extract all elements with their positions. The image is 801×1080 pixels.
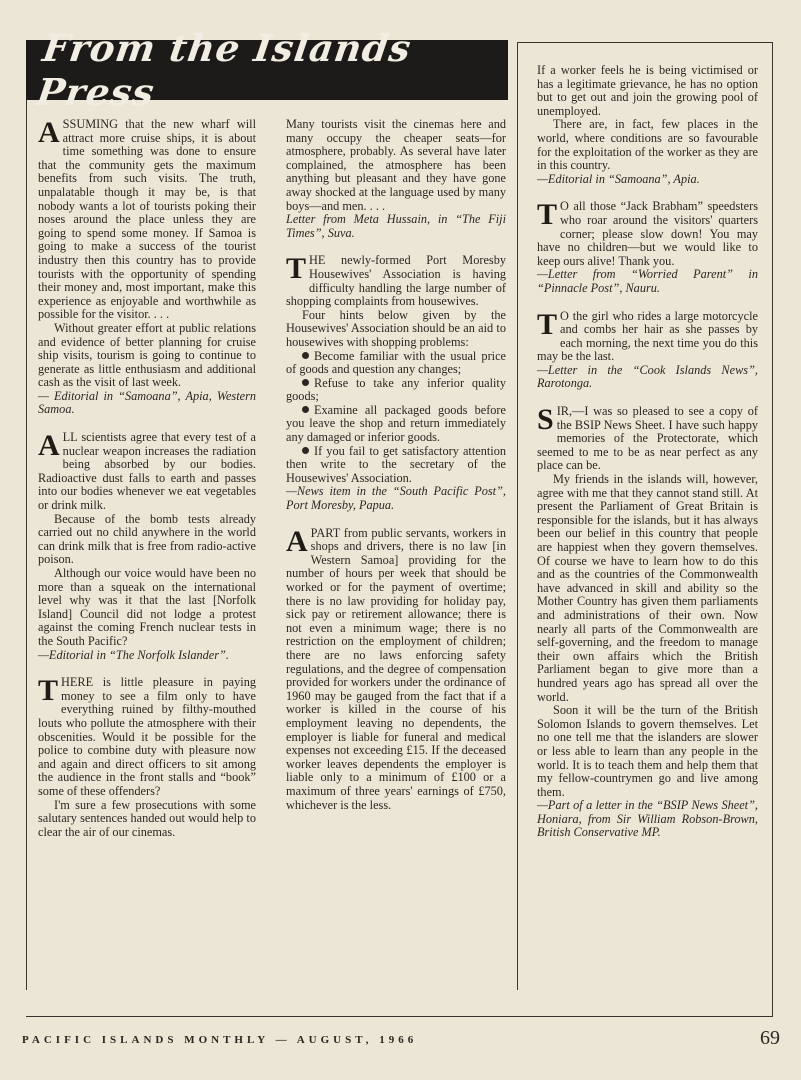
article-lead <box>286 118 506 213</box>
article-lead <box>38 431 256 513</box>
article-lead <box>537 405 758 473</box>
article-text: If a worker feels he is being victimised or has a legitimate grievance, he has no option but to get out and join the growing pool of unemployed. <box>537 63 758 118</box>
bullet-text: Refuse to take any inferior quality goods; <box>286 375 506 404</box>
article-text: HE newly-formed Port Moresby Housewives' Association is having difficulty handling the large number of shopping complaints from housewives. <box>286 253 506 309</box>
drop-cap: T <box>537 307 558 341</box>
article-paragraph: Although our voice would have been no more than a squeak on the international level why was it that the last [Norfolk Island] Council did not lodge a protest against the coming French nuclear tests in the South Pacific? <box>38 566 256 648</box>
bullet-item <box>286 404 506 445</box>
column-1 <box>38 118 256 853</box>
article-item <box>537 405 758 840</box>
drop-cap: S <box>537 403 554 437</box>
source-attribution: —Letter from “Worried Parent” in “Pinnacle Post”, Nauru. <box>537 267 758 295</box>
article-lead <box>537 64 758 118</box>
article-item <box>38 431 256 662</box>
article-item <box>286 118 506 240</box>
source-attribution: —News item in the “South Pacific Post”, Port Moresby, Papua. <box>286 484 506 513</box>
source-attribution: —Letter in the “Cook Islands News”, Rarotonga. <box>537 362 758 391</box>
article-item <box>537 200 758 295</box>
source-attribution: —Editorial in “Samoana”, Apia. <box>537 171 700 186</box>
article-lead <box>286 524 506 812</box>
drop-cap: A <box>38 116 60 149</box>
drop-cap: A <box>286 524 308 558</box>
article-text: O the girl who rides a large motorcycle and combs her hair as she passes by each morning, the next time you do this may be the last. <box>537 308 758 364</box>
article-paragraph: Without greater effort at public relations and evidence of better planning for cruise ship visits, tourism is going to continue to generate as little enthusiasm and additional cash as the visit of last week. <box>38 320 256 390</box>
article-paragraph: Because of the bomb tests already carried out no child anywhere in the world can drink milk that is free from radio-active poison. <box>38 511 256 567</box>
source-attribution: —Editorial in “The Norfolk Islander”. <box>38 647 229 662</box>
bullet-text: If you fail to get satisfactory attention then write to the secretary of the Housewives' Association. <box>286 443 506 485</box>
article-lead <box>38 676 256 798</box>
article-lead <box>537 307 758 364</box>
bottom-rule <box>26 1016 773 1017</box>
banner-title: From the Islands Press <box>33 26 415 114</box>
page-footer <box>22 1027 780 1053</box>
article-item <box>38 676 256 839</box>
article-paragraph: Four hints below given by the Housewives' Association should be an aid to housewives with shopping problems: <box>286 307 506 349</box>
article-item <box>286 254 506 512</box>
column-3 <box>537 64 758 854</box>
source-attribution: — Editorial in “Samoana”, Apia, Western Samoa. <box>38 388 256 417</box>
article-paragraph: I'm sure a few prosecutions with some salutary sentences handed out would help to clear the air of our cinemas. <box>38 797 256 839</box>
article-item <box>537 307 758 392</box>
drop-cap: T <box>537 198 558 232</box>
top-rule <box>517 42 773 43</box>
bullet-item <box>286 445 506 486</box>
footer-masthead: PACIFIC ISLANDS MONTHLY — AUGUST, 1966 <box>22 1034 418 1046</box>
article-paragraph: Soon it will be the turn of the British Solomon Islands to govern themselves. Let no one tell me that the islanders are slower or less able to learn than any people in the world. It is to teach them and help them that my fellow-countrymen go and live among them. <box>537 703 758 799</box>
bullet-text: Become familiar with the usual price of goods and question any changes; <box>286 348 506 377</box>
bullet-icon <box>302 379 309 386</box>
article-lead <box>537 200 758 268</box>
bullet-item <box>286 377 506 404</box>
bullet-icon <box>302 352 309 359</box>
article-paragraph: There are, in fact, few places in the world, where conditions are so favourable for the exploitation of the worker as they are in this country. <box>537 117 758 173</box>
article-lead <box>38 118 256 322</box>
column-rule-mid <box>517 42 518 990</box>
source-attribution: —Part of a letter in the “BSIP News Sheet”, Honiara, from Sir William Robson-Brown, British Conservative MP. <box>537 798 758 840</box>
article-paragraph: My friends in the islands will, however, agree with me that they cannot stand still. At present the Parliament of Great Britain is responsible for the islands, but it has always been our belief in this country that people are happiest when they govern themselves. Of course we have to learn how to do this and as the countries of the Commonwealth have advanced in skill and ability so the Mother Country has given them parliaments and administrations of their own. Now nearly all parts of the Commonwealth are self-governing, and the freedom to manage their own affairs which the British Parliament began to give more than a hundred years ago has spread all over the world. <box>537 472 758 704</box>
article-item <box>537 64 758 186</box>
section-banner <box>26 26 508 114</box>
page-number: 69 <box>760 1027 780 1049</box>
drop-cap: T <box>286 252 307 286</box>
article-item <box>38 118 256 417</box>
article-text: Many tourists visit the cinemas here and many occupy the cheaper seats—for atmosphere, probably. As several have later complained, the atmosphere has been anything but pleasant and they have gone away shocked at the language used by many boys—and men. . . . <box>286 117 506 213</box>
source-attribution: Letter from Meta Hussain, in “The Fiji Times”, Suva. <box>286 212 506 240</box>
article-text: LL scientists agree that every test of a nuclear weapon increases the radiation being absorbed by our bodies. Radioactive dust falls to earth and passes into our bodies whenever we eat vegetables or drink milk. <box>38 430 256 513</box>
column-rule-left <box>26 100 27 990</box>
article-text: SSUMING that the new wharf will attract more cruise ships, it is about time something was done to ensure that the community gets the maximum benefits from such visits. The truth, unpalatable though it may be, is that nobody wants a lot of tourists poking their noses around the place unless they are going to spend some money. If Samoa is going to make a success of the tourist industry then this country has to provide tourists with the opportunity of spending their money and, most important, make this experience as enjoyable and worthwhile as possible for the visitor. . . . <box>38 117 256 322</box>
article-item <box>286 524 506 812</box>
bullet-text: Examine all packaged goods before you leave the shop and return immediately any damaged or inferior goods. <box>286 402 506 445</box>
drop-cap: T <box>38 674 59 708</box>
bullet-item <box>286 350 506 377</box>
article-lead <box>286 254 506 308</box>
drop-cap: A <box>38 429 60 463</box>
article-text: O all those “Jack Brabham” speedsters who roar around the visitors' quarters corner; please slow down! You may have no children—but we would like to keep ours alive! Thank you. <box>537 199 758 268</box>
column-rule-right <box>772 42 773 1017</box>
bullet-icon <box>302 447 309 454</box>
article-text: IR,—I was so pleased to see a copy of the BSIP News Sheet. I have such happy memories of the Protectorate, which seemed to me to be as near perfect as any place can be. <box>537 404 758 473</box>
article-text: PART from public servants, workers in shops and drivers, there is no law [in Western Samoa] providing for the number of hours per week that should be worked or for the payment of overtime; there is no law providing for holiday pay, sick pay or retirement allowance; there is not even a minimum wage; there is no restriction on the employment of children; there are no laws enforcing safety regulations, and the degree of compensation provided for workers under the ordinance of 1960 may be gauged from the fact that if a worker is killed in the course of his employment leaving no dependents, the employer is liable for funeral and medical expenses not exceeding £15. If the deceased worker leaves dependents the employer is liable only to a minimum of £100 or a maximum of three years' earnings of £750, whichever is the less. <box>286 525 506 812</box>
column-2 <box>286 118 506 826</box>
article-text: HERE is little pleasure in paying money to see a film only to have everything ruined by filthy-mouthed louts who pollute the atmosphere with their obscenities. Would it be possible for the police to combine duty with pleasure now and again and direct officers to sit among the audience in the front stalls and “book” some of these offenders? <box>38 675 256 798</box>
bullet-icon <box>302 406 309 413</box>
